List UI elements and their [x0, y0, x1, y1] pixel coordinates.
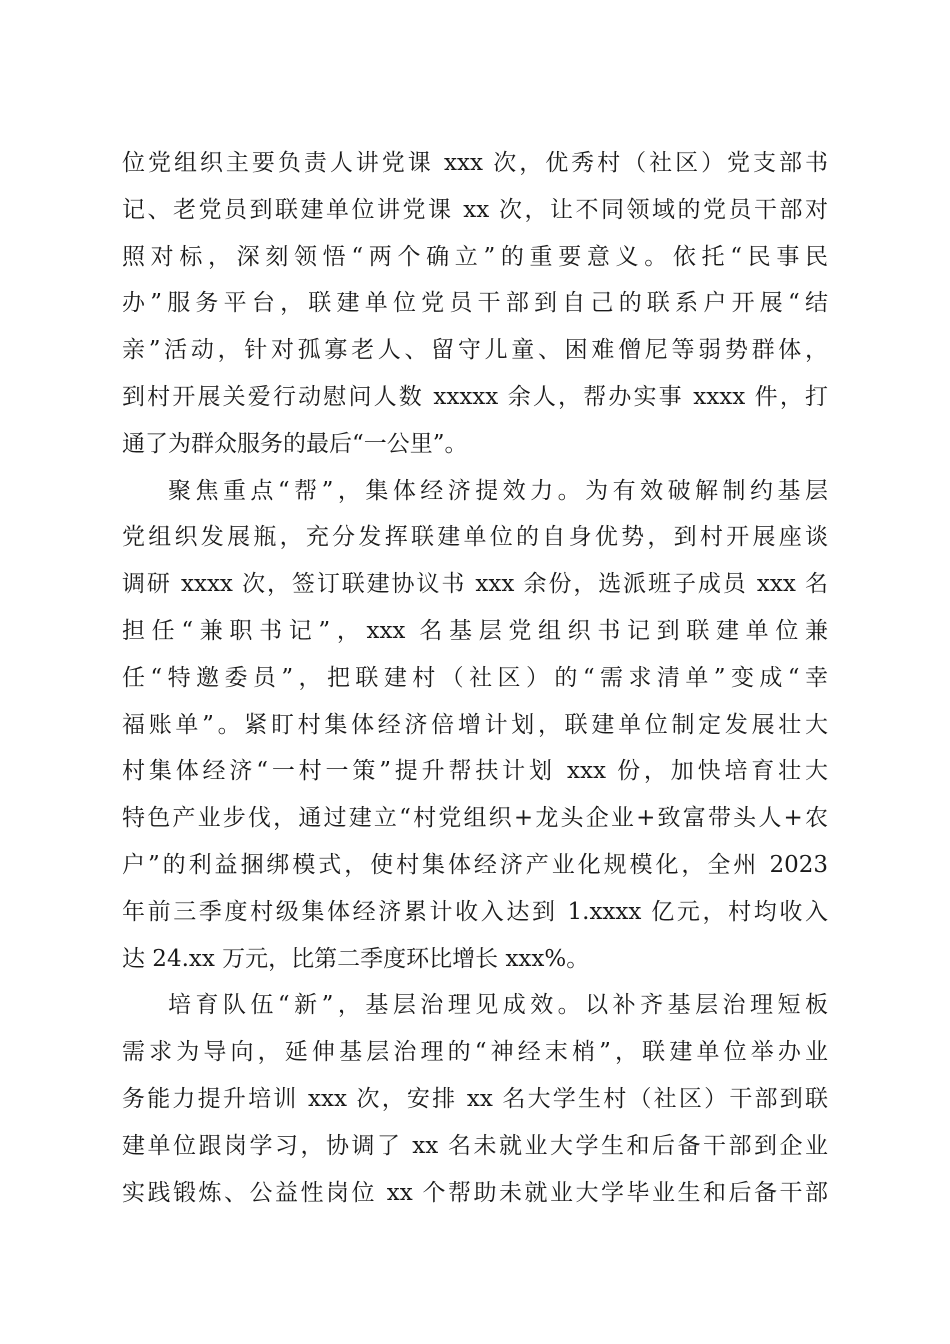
text-line: 调研 xxxx 次，签订联建协议书 xxx 余份，选派班子成员 xxx 名 — [122, 571, 828, 598]
text-line: 照对标，深刻领悟“两个确立”的重要意义。依托“民事民 — [122, 243, 828, 270]
text-line: 位党组织主要负责人讲党课 xxx 次，优秀村（社区）党支部书 — [122, 150, 828, 176]
text-line: 到村开展关爱行动慰问人数 xxxxx 余人，帮办实事 xxxx 件，打 — [122, 383, 828, 410]
text-line: 达 24.xx 万元，比第二季度环比增长 xxx%。 — [122, 945, 590, 972]
paragraph-2 — [122, 468, 828, 983]
document-body — [122, 140, 828, 1216]
text-line: 务能力提升培训 xxx 次，安排 xx 名大学生村（社区）干部到联 — [122, 1085, 828, 1112]
text-line: 年前三季度村级集体经济累计收入达到 1.xxxx 亿元，村均收入 — [122, 898, 828, 925]
text-line: 需求为导向，延伸基层治理的“神经末梢”，联建单位举办业 — [122, 1039, 828, 1066]
text-line: 亲”活动，针对孤寡老人、留守儿童、困难僧尼等弱势群体， — [122, 337, 828, 364]
text-line: 担任“兼职书记”，xxx 名基层党组织书记到联建单位兼 — [122, 617, 828, 644]
text-line: 记、老党员到联建单位讲党课 xx 次，让不同领域的党员干部对 — [122, 196, 828, 223]
paragraph-1 — [122, 140, 828, 468]
text-line: 聚焦重点“帮”，集体经济提效力。为有效破解制约基层 — [168, 477, 828, 504]
text-line: 任“特邀委员”，把联建村（社区）的“需求清单”变成“幸 — [122, 664, 828, 691]
paragraph-3 — [122, 982, 828, 1216]
text-line: 村集体经济“一村一策”提升帮扶计划 xxx 份，加快培育壮大 — [122, 758, 828, 785]
text-line: 特色产业步伐，通过建立“村党组织+龙头企业+致富带头人+农 — [122, 805, 828, 832]
text-line: 建单位跟岗学习，协调了 xx 名未就业大学生和后备干部到企业 — [122, 1132, 828, 1159]
text-line: 通了为群众服务的最后“一公里”。 — [122, 430, 468, 457]
text-line: 福账单”。紧盯村集体经济倍增计划，联建单位制定发展壮大 — [122, 711, 828, 738]
text-line: 办”服务平台，联建单位党员干部到自己的联系户开展“结 — [122, 290, 828, 317]
text-line: 党组织发展瓶，充分发挥联建单位的自身优势，到村开展座谈 — [122, 524, 828, 551]
text-line: 实践锻炼、公益性岗位 xx 个帮助未就业大学毕业生和后备干部 — [122, 1179, 828, 1206]
text-line: 培育队伍“新”，基层治理见成效。以补齐基层治理短板 — [168, 992, 828, 1019]
text-line: 户”的利益捆绑模式，使村集体经济产业化规模化，全州 2023 — [122, 851, 828, 878]
